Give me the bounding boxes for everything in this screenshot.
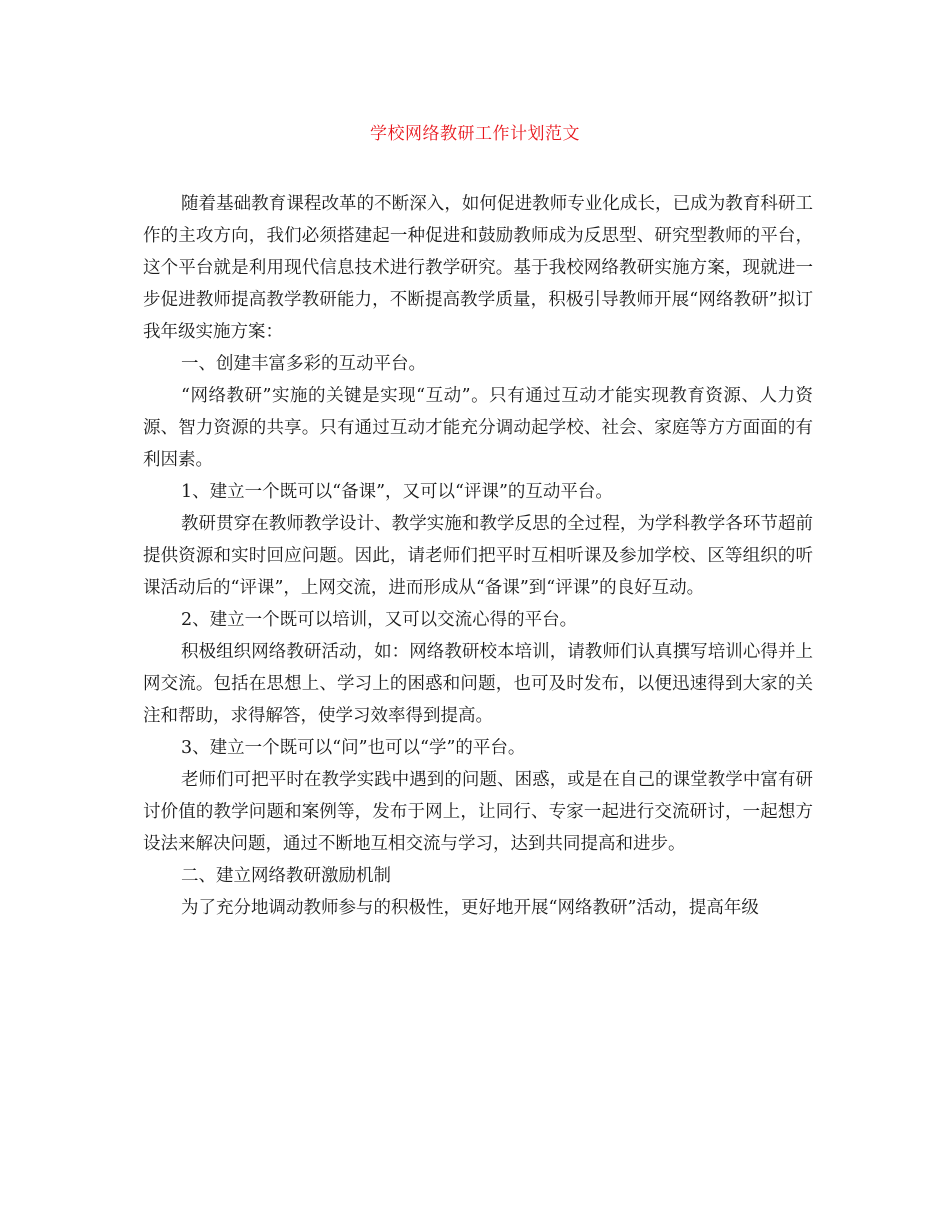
document-title: 学校网络教研工作计划范文 bbox=[370, 124, 580, 144]
paragraph-incentive: 为了充分地调动教师参与的积极性，更好地开展“网络教研”活动，提高年级 bbox=[181, 898, 759, 918]
subheading-3: 3、建立一个既可以“问”也可以“学”的平台。 bbox=[181, 738, 526, 758]
heading-section-1: 一、创建丰富多彩的互动平台。 bbox=[181, 354, 426, 374]
paragraph-ask-learn: 老师们可把平时在教学实践中遇到的问题、困惑，或是在自己的课堂教学中富有研讨价值的教学问题和案例等，发布于网上，让同行、专家一起进行交流研讨，一起想方设法来解决问题，通过不断地互相交流与学习，达到共同提高和进步。 bbox=[143, 770, 813, 854]
paragraph-training: 积极组织网络教研活动，如：网络教研校本培训，请教师们认真撰写培训心得并上网交流。包括在思想上、学习上的困惑和问题，也可及时发布，以便迅速得到大家的关注和帮助，求得解答，使学习效率得到提高。 bbox=[143, 642, 813, 726]
document-body bbox=[143, 188, 813, 924]
paragraph-intro: 随着基础教育课程改革的不断深入，如何促进教师专业化成长，已成为教育科研工作的主攻方向，我们必须搭建起一种促进和鼓励教师成为反思型、研究型教师的平台，这个平台就是利用现代信息技术进行教学研究。基于我校网络教研实施方案，现就进一步促进教师提高教学教研能力，不断提高教学质量，积极引导教师开展“网络教研”拟订我年级实施方案： bbox=[143, 194, 813, 342]
paragraph-interaction: “网络教研”实施的关键是实现“互动”。只有通过互动才能实现教育资源、人力资源、智力资源的共享。只有通过互动才能充分调动起学校、社会、家庭等方方面面的有利因素。 bbox=[143, 386, 813, 470]
heading-section-2: 二、建立网络教研激励机制 bbox=[181, 866, 391, 886]
subheading-1: 1、建立一个既可以“备课”，又可以“评课”的互动平台。 bbox=[181, 482, 613, 502]
paragraph-lesson-review: 教研贯穿在教师教学设计、教学实施和教学反思的全过程，为学科教学各环节超前提供资源和实时回应问题。因此，请老师们把平时互相听课及参加学校、区等组织的听课活动后的“评课”，上网交流，进而形成从“备课”到“评课”的良好互动。 bbox=[143, 514, 813, 598]
subheading-2: 2、建立一个既可以培训，又可以交流心得的平台。 bbox=[181, 610, 578, 630]
